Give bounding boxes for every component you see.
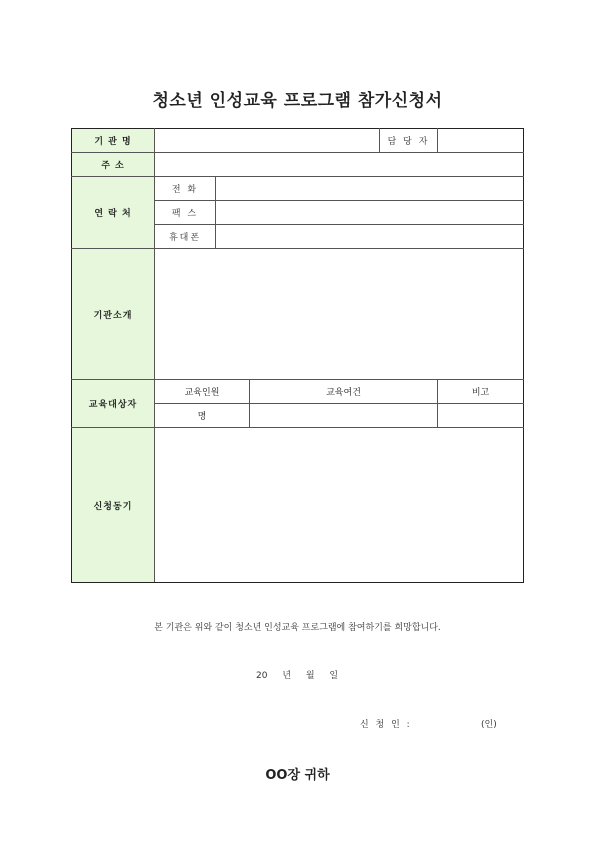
phone-field[interactable]: [216, 177, 524, 201]
contact-label: 연 락 처: [72, 177, 155, 249]
headcount-unit: 명: [197, 412, 207, 422]
motivation-label: 신청동기: [72, 428, 155, 583]
headcount-header: 교육인원: [155, 380, 250, 404]
intro-field[interactable]: [155, 249, 524, 380]
remarks-header: 비고: [438, 380, 524, 404]
manager-label: 담 당 자: [380, 129, 438, 153]
agency-name-label: 기 관 명: [72, 129, 155, 153]
agency-name-field[interactable]: [155, 129, 380, 153]
mobile-label: 휴대폰: [155, 225, 216, 249]
phone-label: 전 화: [155, 177, 216, 201]
conditions-header: 교육여건: [250, 380, 438, 404]
fax-field[interactable]: [216, 201, 524, 225]
remarks-field[interactable]: [438, 404, 524, 428]
pledge-statement: 본 기관은 위와 같이 청소년 인성교육 프로그램에 참여하기를 희망합니다.: [154, 623, 441, 633]
application-form: [71, 128, 524, 583]
recipient-line: OO장 귀하: [265, 768, 330, 783]
manager-field[interactable]: [438, 129, 524, 153]
headcount-field[interactable]: [155, 404, 250, 428]
page-title: 청소년 인성교육 프로그램 참가신청서: [152, 91, 443, 111]
target-label: 교육대상자: [72, 380, 155, 428]
motivation-field[interactable]: [155, 428, 524, 583]
conditions-field[interactable]: [250, 404, 438, 428]
mobile-field[interactable]: [216, 225, 524, 249]
intro-label: 기관소개: [72, 249, 155, 380]
address-label: 주 소: [72, 153, 155, 177]
date-line: 20 년 월 일: [256, 671, 339, 681]
fax-label: 팩 스: [155, 201, 216, 225]
address-field[interactable]: [155, 153, 524, 177]
seal-mark: (인): [481, 720, 497, 730]
applicant-label: 신 청 인 :: [360, 720, 412, 730]
